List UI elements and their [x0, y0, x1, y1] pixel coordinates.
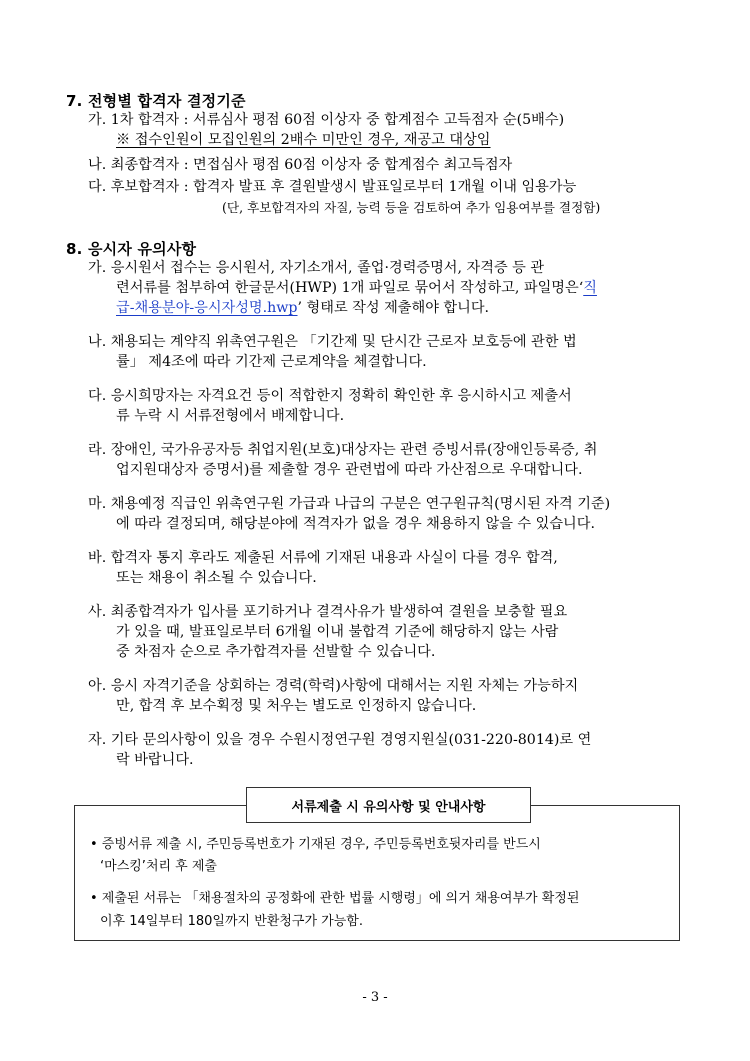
section-7-title: 7. 전형별 합격자 결정기준	[66, 92, 246, 110]
page-number: - 3 -	[362, 990, 388, 1005]
notice-item-2-line-1: • 제출된 서류는 「채용절차의 공정화에 관한 법률 시행령」에 의거 채용여부가 확정된	[90, 891, 580, 906]
filename-link-part-1[interactable]: 직	[583, 280, 597, 296]
section-7-item-na: 나. 최종합격자 : 면접심사 평점 60점 이상자 중 합계점수 최고득점자	[88, 157, 513, 173]
section-7-item-ga: 가. 1차 합격자 : 서류심사 평점 60점 이상자 중 합계점수 고득점자 순(5배수)	[88, 112, 565, 128]
item-ja-line-1: 자. 기타 문의사항이 있을 경우 수원시정연구원 경영지원실(031-220-8014)로 연	[88, 732, 592, 748]
notice-item-2-line-2: 이후 14일부터 180일까지 반환청구가 가능함.	[100, 914, 363, 929]
item-ma-line-2: 에 따라 결정되며, 해당분야에 적격자가 없을 경우 채용하지 않을 수 있습니다.	[116, 516, 595, 532]
item-ga-line-2	[116, 278, 597, 298]
section-7-note: ※ 접수인원이 모집인원의 2배수 미만인 경우, 재공고 대상임	[116, 132, 491, 148]
item-a-line-2: 만, 합격 후 보수획정 및 처우는 별도로 인정하지 않습니다.	[116, 698, 477, 714]
notice-item-1-line-2: ‘마스킹’처리 후 제출	[100, 859, 217, 874]
item-da-line-2: 류 누락 시 서류전형에서 배제합니다.	[116, 408, 345, 424]
item-sa-line-3: 중 차점자 순으로 추가합격자를 선발할 수 있습니다.	[116, 644, 436, 660]
item-na-line-2: 률」 제4조에 따라 기간제 근로계약을 체결합니다.	[116, 354, 427, 370]
item-a-line-1: 아. 응시 자격기준을 상회하는 경력(학력)사항에 대해서는 지원 자체는 가능하지	[88, 678, 579, 694]
item-da-line-1: 다. 응시희망자는 자격요건 등이 적합한지 정확히 확인한 후 응시하시고 제출서	[88, 388, 572, 404]
item-ba-line-1: 바. 합격자 통지 후라도 제출된 서류에 기재된 내용과 사실이 다를 경우 합격,	[88, 550, 558, 566]
item-ra-line-2: 업지원대상자 증명서)를 제출할 경우 관련법에 따라 가산점으로 우대합니다.	[116, 462, 583, 478]
item-ga-line-3-text: ’ 형태로 작성 제출해야 합니다.	[297, 300, 490, 316]
item-ja-line-2: 락 바랍니다.	[116, 752, 194, 768]
item-sa-line-2: 가 있을 때, 발표일로부터 6개월 이내 불합격 기준에 해당하지 않는 사람	[116, 624, 559, 640]
item-ma-line-1: 마. 채용예정 직급인 위촉연구원 가급과 나급의 구분은 연구원규칙(명시된 자격 기준)	[88, 496, 611, 512]
notice-title: 서류제출 시 유의사항 및 안내사항	[246, 787, 531, 823]
item-ga-line-2-text: 련서류를 첨부하여 한글문서(HWP) 1개 파일로 묶어서 작성하고, 파일명은‘	[116, 280, 584, 296]
section-7-item-da-note: (단, 후보합격자의 자질, 능력 등을 검토하여 추가 임용여부를 결정함)	[222, 200, 601, 215]
item-ba-line-2: 또는 채용이 취소될 수 있습니다.	[116, 570, 317, 586]
filename-link-part-2[interactable]: 급-채용분야-응시자성명.hwp	[116, 300, 298, 316]
item-ga-line-1: 가. 응시원서 접수는 응시원서, 자기소개서, 졸업·경력증명서, 자격증 등 관	[88, 260, 545, 276]
section-8-title: 8. 응시자 유의사항	[66, 240, 197, 258]
item-na-line-1: 나. 채용되는 계약직 위촉연구원은 「기간제 및 단시간 근로자 보호등에 관한 법	[88, 334, 577, 350]
section-7-item-da: 다. 후보합격자 : 합격자 발표 후 결원발생시 발표일로부터 1개월 이내 임용가능	[88, 179, 577, 195]
item-ga-line-3	[116, 298, 489, 318]
notice-item-1-line-1: • 증빙서류 제출 시, 주민등록번호가 기재된 경우, 주민등록번호뒷자리를 반드시	[90, 837, 541, 852]
item-ra-line-1: 라. 장애인, 국가유공자등 취업지원(보호)대상자는 관련 증빙서류(장애인등록증, 취	[88, 442, 598, 458]
item-sa-line-1: 사. 최종합격자가 입사를 포기하거나 결격사유가 발생하여 결원을 보충할 필요	[88, 604, 568, 620]
